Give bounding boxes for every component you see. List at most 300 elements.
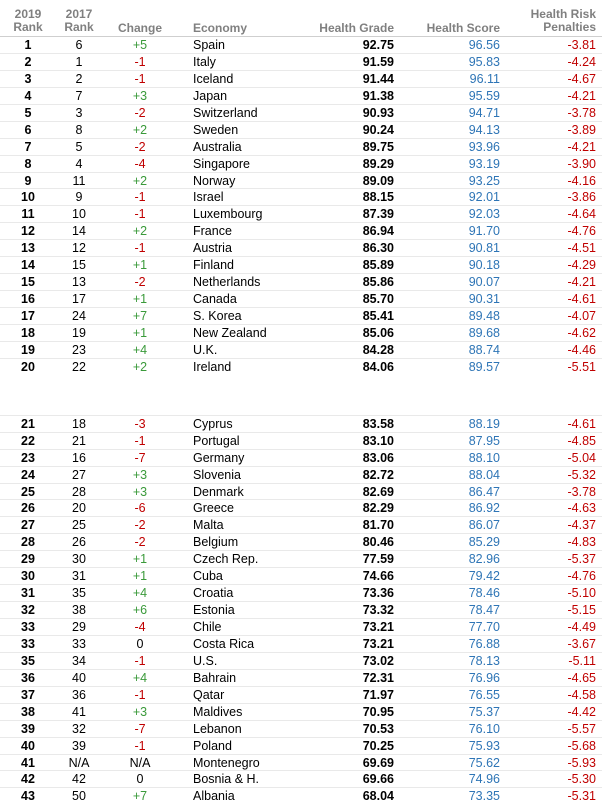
health-risk-penalty-cell: -5.57 <box>567 721 596 736</box>
table-body-group-2 <box>0 415 602 804</box>
economy-cell: Netherlands <box>193 275 261 290</box>
economy-cell: Canada <box>193 292 237 307</box>
rank-2017-cell: 39 <box>72 738 86 753</box>
change-cell: -1 <box>134 241 146 256</box>
table-row <box>0 290 602 307</box>
health-grade-cell: 83.58 <box>362 416 394 431</box>
health-score-cell: 75.62 <box>468 755 500 770</box>
economy-cell: Poland <box>193 738 232 753</box>
change-cell: -1 <box>134 54 146 69</box>
table-row <box>0 256 602 273</box>
health-score-cell: 89.57 <box>468 359 500 374</box>
health-grade-cell: 87.39 <box>362 207 394 222</box>
health-grade-cell: 69.66 <box>362 772 394 787</box>
health-grade-cell: 91.38 <box>362 88 394 103</box>
economy-cell: Costa Rica <box>193 636 255 651</box>
health-grade-cell: 88.15 <box>362 190 394 205</box>
health-risk-penalty-cell: -3.78 <box>567 484 596 499</box>
health-risk-penalty-cell: -4.63 <box>567 501 596 516</box>
change-cell: +2 <box>132 224 148 239</box>
rank-2019-cell: 11 <box>21 207 35 222</box>
health-risk-penalty-cell: -5.04 <box>567 450 596 465</box>
rank-2017-cell: 8 <box>75 122 83 137</box>
change-cell: +4 <box>132 342 148 357</box>
health-grade-cell: 91.44 <box>362 71 394 86</box>
rank-2017-cell: 3 <box>75 105 83 120</box>
health-grade-cell: 82.72 <box>362 467 394 482</box>
table-row <box>0 307 602 324</box>
change-cell: +1 <box>132 325 148 340</box>
table-row <box>0 36 602 53</box>
economy-cell: Albania <box>193 789 235 804</box>
table-row <box>0 172 602 189</box>
change-cell: -7 <box>134 450 146 465</box>
health-grade-cell: 83.10 <box>362 433 394 448</box>
rank-2017-cell: 35 <box>72 586 86 601</box>
rank-2019-cell: 33 <box>21 620 35 634</box>
health-risk-penalty-cell: -4.64 <box>567 207 596 222</box>
table-row <box>0 516 602 533</box>
rank-2017-cell: 31 <box>72 569 86 584</box>
change-cell: N/A <box>129 755 151 770</box>
change-cell: 0 <box>136 772 144 787</box>
health-risk-penalty-cell: -5.15 <box>567 603 596 618</box>
rank-2017-cell: 26 <box>72 535 86 550</box>
health-risk-penalty-cell: -3.81 <box>567 38 596 52</box>
health-risk-penalty-cell: -4.61 <box>567 416 596 431</box>
rank-2019-cell: 3 <box>24 71 32 86</box>
health-score-cell: 86.07 <box>468 518 500 533</box>
health-risk-penalty-cell: -4.83 <box>567 535 596 550</box>
header-rank-2019[interactable]: 2019 Rank <box>13 7 43 34</box>
health-risk-penalty-cell: -4.76 <box>567 224 596 239</box>
health-grade-cell: 91.59 <box>362 54 394 69</box>
economy-cell: Australia <box>193 139 242 154</box>
economy-cell: Maldives <box>193 704 243 719</box>
health-grade-cell: 85.06 <box>362 325 394 340</box>
table-row <box>0 155 602 172</box>
table-row <box>0 449 602 466</box>
table-row <box>0 222 602 239</box>
rank-2019-cell: 14 <box>21 258 35 273</box>
rank-2019-cell: 10 <box>21 190 35 205</box>
health-grade-cell: 83.06 <box>362 450 394 465</box>
economy-cell: Ireland <box>193 359 232 374</box>
rank-2017-cell: 41 <box>72 704 86 719</box>
table-row <box>0 358 602 375</box>
health-risk-penalty-cell: -4.49 <box>567 620 596 634</box>
health-risk-penalty-cell: -5.10 <box>567 586 596 601</box>
health-grade-cell: 80.46 <box>362 535 394 550</box>
health-score-cell: 94.13 <box>468 122 500 137</box>
economy-cell: Sweden <box>193 122 239 137</box>
economy-cell: Italy <box>193 54 216 69</box>
health-score-cell: 89.48 <box>468 309 500 323</box>
health-risk-penalty-cell: -4.16 <box>567 173 596 188</box>
health-grade-cell: 77.59 <box>362 552 394 567</box>
change-cell: +3 <box>132 88 148 103</box>
rank-2017-cell: 9 <box>75 190 83 205</box>
rank-2019-cell: 8 <box>24 156 32 171</box>
rank-2019-cell: 5 <box>24 105 32 120</box>
rank-2017-cell: 17 <box>72 292 86 307</box>
rank-2019-cell: 17 <box>21 309 35 323</box>
rank-2019-cell: 24 <box>21 467 35 482</box>
rank-2019-cell: 16 <box>21 292 35 307</box>
table-body-group-1 <box>0 36 602 375</box>
change-cell: -1 <box>134 433 146 448</box>
health-score-cell: 75.37 <box>468 704 500 719</box>
health-score-cell: 86.47 <box>468 484 500 499</box>
health-score-cell: 76.55 <box>468 687 500 702</box>
health-score-cell: 85.29 <box>468 535 500 550</box>
table-row <box>0 104 602 121</box>
table-row <box>0 432 602 449</box>
economy-cell: Qatar <box>193 687 225 702</box>
rank-2017-cell: 40 <box>72 670 86 685</box>
change-cell: +4 <box>132 586 148 601</box>
health-grade-cell: 70.95 <box>362 704 394 719</box>
economy-cell: Austria <box>193 241 232 256</box>
health-risk-penalty-cell: -4.21 <box>567 275 596 290</box>
health-score-cell: 73.35 <box>468 789 500 804</box>
health-grade-cell: 85.86 <box>362 275 394 290</box>
health-risk-penalty-cell: -3.78 <box>567 105 596 120</box>
change-cell: -1 <box>134 71 146 86</box>
rank-2019-cell: 2 <box>24 54 32 69</box>
economy-cell: Montenegro <box>193 755 260 770</box>
table-row <box>0 53 602 70</box>
health-grade-cell: 92.75 <box>362 38 394 52</box>
health-grade-cell: 73.21 <box>362 620 394 634</box>
economy-cell: Finland <box>193 258 234 273</box>
health-risk-penalty-cell: -4.58 <box>567 687 596 702</box>
health-risk-penalty-cell: -4.21 <box>567 139 596 154</box>
economy-cell: New Zealand <box>193 325 267 340</box>
rank-2017-cell: 5 <box>75 139 83 154</box>
table-row <box>0 669 602 686</box>
health-risk-penalty-cell: -5.11 <box>568 653 596 668</box>
change-cell: -7 <box>134 721 146 736</box>
health-grade-cell: 90.24 <box>362 122 394 137</box>
rank-2019-cell: 27 <box>21 518 35 533</box>
rank-2017-cell: 19 <box>72 325 86 340</box>
economy-cell: Cuba <box>193 569 223 584</box>
health-risk-penalty-cell: -3.67 <box>567 636 596 651</box>
economy-cell: Chile <box>193 620 222 634</box>
health-score-cell: 93.19 <box>468 156 500 171</box>
health-score-cell: 96.56 <box>468 38 500 52</box>
change-cell: +7 <box>132 309 148 323</box>
health-score-cell: 76.88 <box>468 636 500 651</box>
health-score-cell: 92.03 <box>468 207 500 222</box>
change-cell: +5 <box>132 38 148 52</box>
rank-2017-cell: 12 <box>72 241 86 256</box>
table-row <box>0 499 602 516</box>
rank-2017-cell: 13 <box>72 275 86 290</box>
health-grade-cell: 71.97 <box>362 687 394 702</box>
header-change[interactable]: Change <box>117 21 162 35</box>
change-cell: -1 <box>134 190 146 205</box>
economy-cell: Japan <box>193 88 228 103</box>
health-score-cell: 87.95 <box>468 433 500 448</box>
rank-2019-cell: 43 <box>21 789 35 804</box>
health-risk-penalty-cell: -5.93 <box>567 755 596 770</box>
economy-cell: Singapore <box>193 156 250 171</box>
change-cell: -2 <box>134 105 146 120</box>
table-header <box>0 0 602 36</box>
rank-2019-cell: 22 <box>21 433 35 448</box>
economy-cell: Norway <box>193 173 236 188</box>
health-grade-cell: 85.89 <box>362 258 394 273</box>
table-row <box>0 584 602 601</box>
health-risk-penalty-cell: -4.37 <box>567 518 596 533</box>
table-row <box>0 121 602 138</box>
health-score-cell: 93.96 <box>468 139 500 154</box>
table-row <box>0 787 602 804</box>
rank-2017-cell: 22 <box>72 359 86 374</box>
change-cell: +2 <box>132 359 148 374</box>
economy-cell: France <box>193 224 232 239</box>
rank-2017-cell: 14 <box>72 224 86 239</box>
economy-cell: Belgium <box>193 535 239 550</box>
change-cell: -2 <box>134 518 146 533</box>
economy-cell: U.K. <box>193 342 218 357</box>
health-score-cell: 90.31 <box>468 292 500 307</box>
change-cell: +6 <box>132 603 148 618</box>
health-risk-penalty-cell: -4.85 <box>567 433 596 448</box>
rank-2019-cell: 23 <box>21 450 35 465</box>
health-grade-cell: 86.30 <box>362 241 394 256</box>
health-risk-penalty-cell: -3.89 <box>567 122 596 137</box>
rank-2017-cell: 32 <box>72 721 86 736</box>
health-score-cell: 86.92 <box>468 501 500 516</box>
rank-2019-cell: 21 <box>21 416 35 431</box>
change-cell: -2 <box>134 275 146 290</box>
header-health-grade[interactable]: Health Grade <box>319 21 394 35</box>
health-grade-cell: 89.75 <box>362 139 394 154</box>
change-cell: -4 <box>134 620 146 634</box>
rank-2019-cell: 19 <box>21 342 35 357</box>
health-score-cell: 96.11 <box>469 71 500 86</box>
rank-2019-cell: 28 <box>21 535 35 550</box>
health-risk-penalty-cell: -4.51 <box>567 241 596 256</box>
health-score-cell: 95.59 <box>468 88 500 103</box>
rank-2017-cell: 2 <box>75 71 83 86</box>
rank-2017-cell: 11 <box>72 173 86 188</box>
rank-2019-cell: 4 <box>24 88 32 103</box>
economy-cell: Slovenia <box>193 467 241 482</box>
table-row <box>0 567 602 584</box>
change-cell: +7 <box>132 789 148 804</box>
table-row <box>0 324 602 341</box>
health-grade-cell: 74.66 <box>362 569 394 584</box>
rank-2019-cell: 31 <box>21 586 35 601</box>
rank-2019-cell: 13 <box>21 241 35 256</box>
health-grade-cell: 72.31 <box>362 670 394 685</box>
economy-cell: Croatia <box>193 586 234 601</box>
economy-cell: Czech Rep. <box>193 552 259 567</box>
health-grade-cell: 90.93 <box>362 105 394 120</box>
table-row <box>0 652 602 669</box>
health-grade-cell: 82.29 <box>362 501 394 516</box>
health-score-cell: 79.42 <box>468 569 500 584</box>
table-row <box>0 239 602 256</box>
rank-2017-cell: 27 <box>72 467 86 482</box>
economy-cell: Portugal <box>193 433 240 448</box>
health-grade-cell: 69.69 <box>362 755 394 770</box>
health-risk-penalty-cell: -4.24 <box>567 54 596 69</box>
health-risk-penalty-cell: -4.62 <box>567 325 596 340</box>
health-risk-penalty-cell: -5.32 <box>567 467 596 482</box>
health-grade-cell: 68.04 <box>362 789 394 804</box>
rank-2017-cell: 34 <box>72 653 86 668</box>
rank-2017-cell: 29 <box>72 620 86 634</box>
table-row <box>0 550 602 567</box>
rank-2017-cell: 36 <box>72 687 86 702</box>
rank-2019-cell: 37 <box>21 687 35 702</box>
health-risk-penalty-cell: -5.30 <box>567 772 596 787</box>
rank-2019-cell: 36 <box>21 670 35 685</box>
health-score-cell: 89.68 <box>468 325 500 340</box>
rank-2019-cell: 1 <box>24 38 32 52</box>
rank-2019-cell: 20 <box>21 359 35 374</box>
economy-cell: Luxembourg <box>193 207 263 222</box>
header-economy[interactable]: Economy <box>193 21 248 35</box>
rank-2019-cell: 35 <box>21 653 35 668</box>
rank-2019-cell: 33 <box>21 636 35 651</box>
economy-cell: Greece <box>193 501 234 516</box>
rank-2019-cell: 18 <box>21 325 35 340</box>
rank-2017-cell: 6 <box>75 38 83 52</box>
health-risk-penalty-cell: -4.46 <box>567 342 596 357</box>
table-row <box>0 415 602 432</box>
change-cell: +3 <box>132 484 148 499</box>
header-health-risk-penalties[interactable]: Health Risk Penalties <box>530 7 596 34</box>
rank-2017-cell: 15 <box>72 258 86 273</box>
table-row <box>0 703 602 720</box>
table-row <box>0 635 602 652</box>
table-row <box>0 770 602 787</box>
health-score-cell: 90.81 <box>468 241 500 256</box>
rank-2019-cell: 40 <box>21 738 35 753</box>
rank-2017-cell: 10 <box>72 207 86 222</box>
economy-cell: Bahrain <box>193 670 237 685</box>
health-score-cell: 88.10 <box>468 450 500 465</box>
health-score-cell: 76.96 <box>468 670 500 685</box>
rank-2019-cell: 7 <box>24 139 32 154</box>
health-risk-penalty-cell: -4.07 <box>567 309 596 323</box>
header-rank-2017[interactable]: 2017 Rank <box>64 7 94 34</box>
table-row <box>0 188 602 205</box>
health-grade-cell: 73.36 <box>362 586 394 601</box>
health-score-cell: 94.71 <box>468 105 500 120</box>
health-score-cell: 78.13 <box>468 653 500 668</box>
health-risk-penalty-cell: -5.51 <box>567 359 596 374</box>
health-score-cell: 78.46 <box>468 586 500 601</box>
health-score-cell: 92.01 <box>468 190 500 205</box>
rank-2017-cell: 28 <box>72 484 86 499</box>
economy-cell: U.S. <box>193 653 218 668</box>
rank-2019-cell: 6 <box>24 122 32 137</box>
table-row <box>0 70 602 87</box>
table-row <box>0 686 602 703</box>
health-risk-penalty-cell: -4.67 <box>567 71 596 86</box>
rank-2019-cell: 9 <box>24 173 32 188</box>
economy-cell: S. Korea <box>193 309 242 323</box>
change-cell: +1 <box>132 292 148 307</box>
health-risk-penalty-cell: -5.68 <box>567 738 596 753</box>
health-risk-penalty-cell: -4.29 <box>567 258 596 273</box>
rank-2017-cell: 30 <box>72 552 86 567</box>
table-row <box>0 205 602 222</box>
economy-cell: Malta <box>193 518 224 533</box>
change-cell: +3 <box>132 704 148 719</box>
rank-2019-cell: 42 <box>21 772 35 787</box>
economy-cell: Lebanon <box>193 721 242 736</box>
rank-2017-cell: 25 <box>72 518 86 533</box>
change-cell: +1 <box>132 258 148 273</box>
rank-2019-cell: 15 <box>21 275 35 290</box>
header-health-score[interactable]: Health Score <box>426 21 500 35</box>
rank-2019-cell: 29 <box>21 552 35 567</box>
rank-2019-cell: 32 <box>21 603 35 618</box>
change-cell: +2 <box>132 173 148 188</box>
health-grade-cell: 86.94 <box>362 224 394 239</box>
economy-cell: Denmark <box>193 484 244 499</box>
rank-2017-cell: 42 <box>72 772 86 787</box>
table-row <box>0 87 602 104</box>
table-row <box>0 737 602 754</box>
health-grade-cell: 73.02 <box>362 653 394 668</box>
group-spacer <box>0 375 602 415</box>
table-row <box>0 618 602 635</box>
rank-2017-cell: 1 <box>75 54 83 69</box>
health-grade-cell: 70.25 <box>362 738 394 753</box>
health-risk-penalty-cell: -4.76 <box>567 569 596 584</box>
health-grade-cell: 73.21 <box>362 636 394 651</box>
health-score-cell: 95.83 <box>468 54 500 69</box>
health-grade-cell: 73.32 <box>362 603 394 618</box>
table-row <box>0 341 602 358</box>
change-cell: +1 <box>132 569 148 584</box>
health-risk-penalty-cell: -5.31 <box>567 789 596 804</box>
change-cell: +4 <box>132 670 148 685</box>
change-cell: -2 <box>134 535 146 550</box>
table-row <box>0 720 602 737</box>
economy-cell: Germany <box>193 450 245 465</box>
table-row <box>0 138 602 155</box>
change-cell: -1 <box>134 738 146 753</box>
table-row <box>0 601 602 618</box>
economy-cell: Israel <box>193 190 224 205</box>
table-row <box>0 466 602 483</box>
rank-2017-cell: 21 <box>72 433 86 448</box>
health-grade-cell: 89.09 <box>362 173 394 188</box>
health-grade-cell: 84.28 <box>362 342 394 357</box>
change-cell: -3 <box>134 416 146 431</box>
health-risk-penalty-cell: -5.37 <box>567 552 596 567</box>
health-grade-cell: 70.53 <box>362 721 394 736</box>
change-cell: -6 <box>134 501 146 516</box>
health-risk-penalty-cell: -3.86 <box>567 190 596 205</box>
economy-cell: Cyprus <box>193 416 233 431</box>
rank-2017-cell: 33 <box>72 636 86 651</box>
health-score-cell: 91.70 <box>468 224 500 239</box>
rank-2019-cell: 39 <box>21 721 35 736</box>
change-cell: 0 <box>136 636 144 651</box>
rank-2017-cell: N/A <box>68 755 90 770</box>
